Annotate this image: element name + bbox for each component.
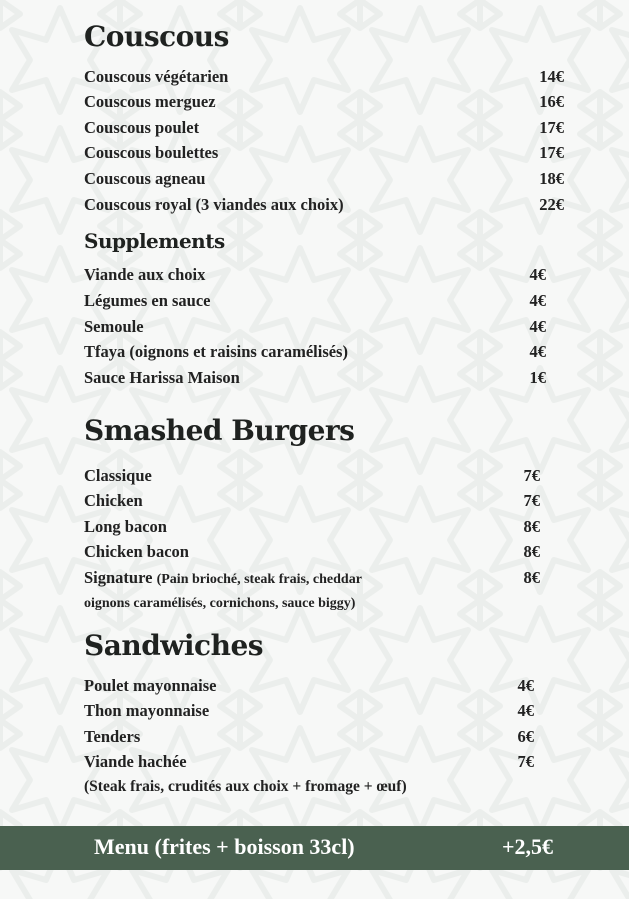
item-price: 7€: [517, 752, 534, 771]
item-price: 4€: [529, 291, 546, 310]
item-price: 14€: [539, 67, 564, 86]
item-name: Viande hachée: [84, 752, 187, 771]
item-price: 17€: [539, 143, 564, 162]
menu-item: [84, 118, 564, 142]
menu-item: [84, 92, 564, 116]
item-name: Couscous royal (3 viandes aux choix): [84, 195, 344, 214]
menu-item: [84, 752, 564, 776]
banner-price: +2,5€: [502, 834, 554, 859]
menu-item: [84, 727, 564, 751]
menu-item: [84, 265, 564, 289]
menu-item: [84, 342, 564, 366]
section-title-supplements: Supplements: [84, 229, 225, 253]
item-price: 8€: [523, 542, 540, 561]
section-title-couscous: Couscous: [84, 20, 229, 53]
menu-item: [84, 169, 564, 193]
menu-item: [84, 517, 564, 541]
section-title-burgers: Smashed Burgers: [84, 414, 355, 447]
item-price: 4€: [529, 317, 546, 336]
item-price: 1€: [529, 368, 546, 387]
menu-item: [84, 466, 564, 490]
item-price: 17€: [539, 118, 564, 137]
menu-item: [84, 143, 564, 167]
item-name: Semoule: [84, 317, 144, 336]
item-price: 22€: [539, 195, 564, 214]
item-price: 16€: [539, 92, 564, 111]
menu-item: [84, 542, 564, 566]
item-name: Classique: [84, 466, 152, 485]
item-price: 7€: [523, 491, 540, 510]
item-name: Légumes en sauce: [84, 291, 211, 310]
menu-item: [84, 568, 564, 592]
item-description: (Steak frais, crudités aux choix + fromage + œuf): [84, 778, 407, 795]
item-name: Long bacon: [84, 517, 167, 536]
menu-item: [84, 676, 564, 700]
item-name: Sauce Harissa Maison: [84, 368, 240, 387]
menu-item: [84, 291, 564, 315]
item-price: 4€: [517, 701, 534, 720]
item-description-continued: oignons caramélisés, cornichons, sauce biggy): [84, 596, 356, 611]
item-name: Couscous merguez: [84, 92, 216, 111]
item-name: Tfaya (oignons et raisins caramélisés): [84, 342, 348, 361]
item-name: [84, 568, 362, 588]
item-name: Chicken: [84, 491, 143, 510]
item-name: Couscous boulettes: [84, 143, 219, 162]
menu-item: [84, 67, 564, 91]
item-name: Tenders: [84, 727, 141, 746]
item-price: 6€: [517, 727, 534, 746]
item-name: Poulet mayonnaise: [84, 676, 217, 695]
menu-item: [84, 701, 564, 725]
item-name: Chicken bacon: [84, 542, 189, 561]
menu-item: [84, 491, 564, 515]
item-price: 8€: [523, 517, 540, 536]
item-name: Thon mayonnaise: [84, 701, 210, 720]
item-name: Viande aux choix: [84, 265, 206, 284]
menu-item: [84, 195, 564, 219]
item-name: Couscous agneau: [84, 169, 206, 188]
banner-label: Menu (frites + boisson 33cl): [94, 834, 355, 859]
item-price: 4€: [517, 676, 534, 695]
item-name-text: Signature: [84, 568, 153, 587]
item-price: 18€: [539, 169, 564, 188]
item-price: 8€: [523, 568, 540, 587]
item-price: 4€: [529, 265, 546, 284]
item-name: Couscous végétarien: [84, 67, 229, 86]
menu-item: [84, 317, 564, 341]
menu-combo-banner: [0, 826, 629, 870]
item-price: 4€: [529, 342, 546, 361]
section-title-sandwiches: Sandwiches: [84, 629, 264, 662]
item-price: 7€: [523, 466, 540, 485]
item-name: Couscous poulet: [84, 118, 200, 137]
item-description: (Pain brioché, steak frais, cheddar: [156, 572, 362, 587]
menu-item: [84, 368, 564, 392]
